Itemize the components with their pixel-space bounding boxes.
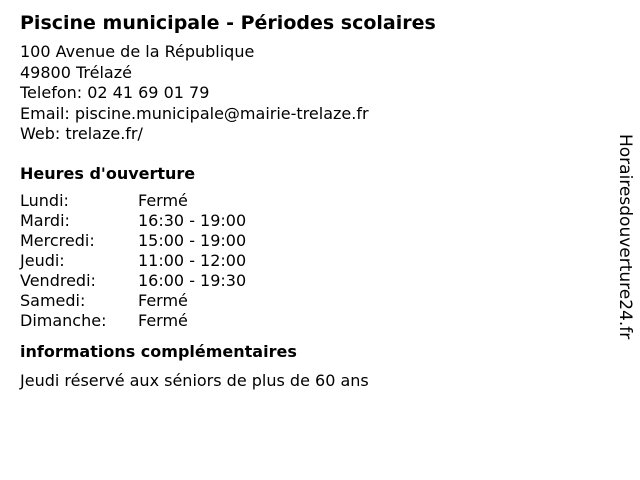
address-phone: Telefon: 02 41 69 01 79 (20, 83, 210, 102)
info-heading: informations complémentaires (20, 341, 297, 361)
hours-day: Jeudi: (20, 250, 65, 270)
hours-value: Fermé (138, 310, 188, 330)
info-text: Jeudi réservé aux séniors de plus de 60 ans (20, 370, 369, 390)
hours-day: Mardi: (20, 210, 70, 230)
hours-day: Lundi: (20, 190, 69, 210)
hours-row-thursday (20, 251, 590, 271)
opening-hours-card (20, 10, 590, 391)
hours-day: Vendredi: (20, 270, 96, 290)
hours-value: 16:30 - 19:00 (138, 210, 247, 230)
hours-row-friday (20, 271, 590, 291)
hours-row-wednesday (20, 231, 590, 251)
hours-table (20, 191, 590, 331)
hours-day: Mercredi: (20, 230, 95, 250)
address-web: Web: trelaze.fr/ (20, 124, 143, 143)
hours-value: 15:00 - 19:00 (138, 230, 247, 250)
address-block (20, 42, 590, 145)
hours-day: Dimanche: (20, 310, 107, 330)
hours-row-monday (20, 191, 590, 211)
hours-value: Fermé (138, 190, 188, 210)
hours-row-tuesday (20, 211, 590, 231)
hours-row-sunday (20, 311, 590, 331)
address-email: Email: piscine.municipale@mairie-trelaze.fr (20, 103, 369, 123)
page-title: Piscine municipale - Périodes scolaires (20, 12, 436, 34)
address-city: 49800 Trélazé (20, 62, 132, 82)
address-street: 100 Avenue de la République (20, 42, 255, 61)
hours-value: Fermé (138, 290, 188, 310)
hours-heading: Heures d'ouverture (20, 163, 196, 183)
hours-day: Samedi: (20, 290, 86, 310)
hours-row-saturday (20, 291, 590, 311)
hours-value: 16:00 - 19:30 (138, 270, 247, 290)
brand-watermark: Horairesdouverture24.fr (615, 134, 635, 340)
hours-value: 11:00 - 12:00 (138, 250, 247, 270)
